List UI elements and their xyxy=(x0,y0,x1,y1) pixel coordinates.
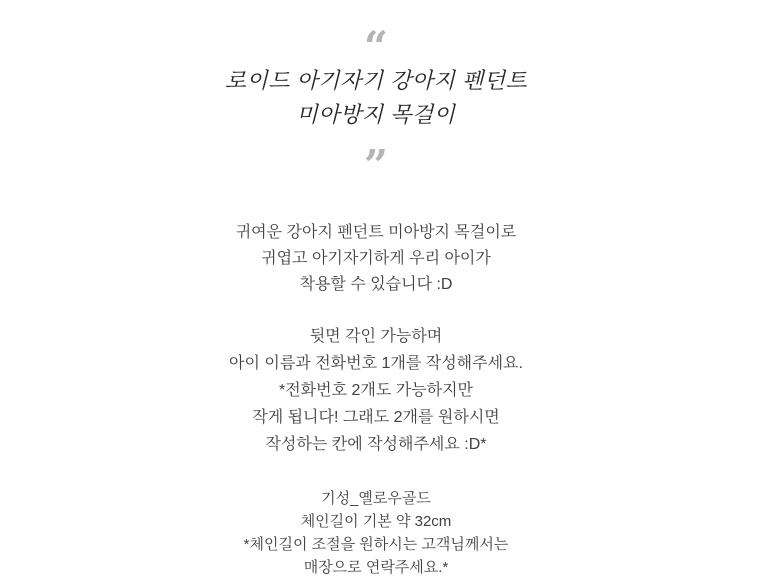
text-line: 작성하는 칸에 작성해주세요 :D* xyxy=(265,436,487,453)
text-line: 작게 됩니다! 그래도 2개를 원하시면 xyxy=(252,409,500,426)
text-line: 아이 이름과 전화번호 1개를 작성해주세요. xyxy=(229,355,523,372)
text-line: 착용할 수 있습니다 :D xyxy=(299,276,453,293)
intro-paragraph xyxy=(0,220,752,298)
spec-info-paragraph xyxy=(0,487,752,579)
product-title-line-1: 로이드 아기자기 강아지 펜던트 xyxy=(224,68,528,93)
text-line: 뒷면 각인 가능하며 xyxy=(309,328,443,345)
open-quote-icon: “ xyxy=(363,22,389,71)
text-line: 귀엽고 아기자기하게 우리 아이가 xyxy=(261,250,491,267)
text-line: 체인길이 기본 약 32cm xyxy=(300,513,452,530)
product-title xyxy=(0,64,752,132)
text-line: 기성_옐로우골드 xyxy=(321,490,431,507)
close-quote-icon: ” xyxy=(363,141,389,190)
engraving-info-paragraph xyxy=(0,323,752,458)
text-line: *전화번호 2개도 가능하지만 xyxy=(278,382,474,399)
text-line: 귀여운 강아지 펜던트 미아방지 목걸이로 xyxy=(235,224,517,241)
product-title-line-2: 미아방지 목걸이 xyxy=(296,102,456,127)
text-line: 매장으로 연락주세요.* xyxy=(303,559,449,576)
text-line: *체인길이 조절을 원하시는 고객님께서는 xyxy=(243,536,509,553)
